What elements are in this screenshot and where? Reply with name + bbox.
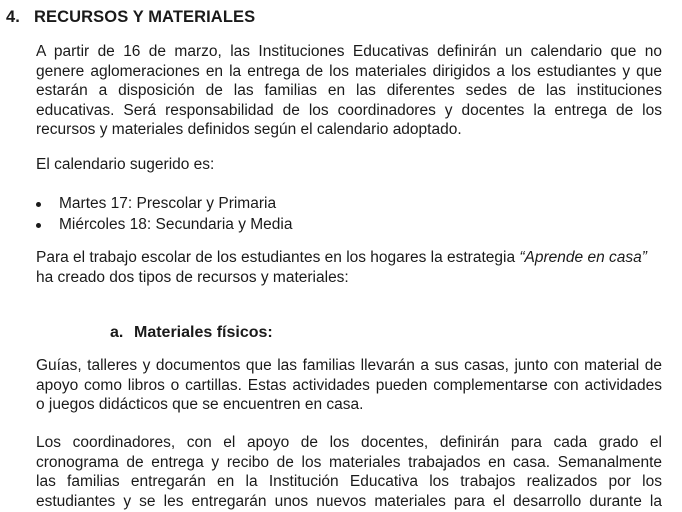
section-title: RECURSOS Y MATERIALES bbox=[34, 8, 256, 26]
paragraph-line: Guías, talleres y documentos que las familias llevarán a sus casas, junto con material de bbox=[36, 357, 662, 374]
calendar-list bbox=[34, 193, 292, 235]
paragraph-line: o juegos didácticos que se encuentren en casa. bbox=[36, 396, 364, 413]
paragraph-line: estudiantes y se les entregarán unos nuevos materiales para el desarrollo durante la bbox=[36, 492, 662, 510]
subsection-heading bbox=[110, 324, 273, 342]
list-item bbox=[34, 193, 292, 214]
subsection-letter: a. bbox=[110, 324, 124, 341]
bullet-icon bbox=[36, 223, 41, 228]
calendar-intro: El calendario sugerido es: bbox=[36, 156, 215, 173]
strategy-text: Para el trabajo escolar de los estudiantes en los hogares la estrategia bbox=[36, 249, 520, 266]
paragraph-line: apoyo como libros o cartillas. Estas actividades pueden complementarse con actividades bbox=[36, 376, 662, 394]
paragraph-line: A partir de 16 de marzo, las Instituciones Educativas definirán un calendario que no bbox=[36, 43, 662, 60]
paragraph-line: genere aglomeraciones en la entrega de los materiales dirigidos a los estudiantes y que bbox=[36, 62, 662, 80]
paragraph-line: educativas. Será responsabilidad de los coordinadores y docentes la entrega de los bbox=[36, 101, 662, 119]
paragraph-line: las familias entregarán en la Institución Educativa los trabajos realizados por los bbox=[36, 473, 662, 490]
paragraph-line: cronograma de entrega y recibo de los materiales trabajados en casa. Semanalmente bbox=[36, 453, 662, 471]
coordinators-paragraph bbox=[36, 433, 662, 511]
bullet-icon bbox=[36, 202, 41, 207]
list-item-text: Martes 17: Prescolar y Primaria bbox=[59, 195, 277, 212]
intro-paragraph bbox=[36, 42, 662, 140]
paragraph-line: Los coordinadores, con el apoyo de los docentes, definirán para cada grado el bbox=[36, 434, 662, 451]
list-item-text: Miércoles 18: Secundaria y Media bbox=[59, 216, 293, 233]
strategy-paragraph bbox=[36, 248, 647, 287]
subsection-title: Materiales físicos: bbox=[134, 324, 273, 341]
physical-materials-paragraph bbox=[36, 356, 662, 415]
section-number: 4. bbox=[6, 8, 20, 26]
list-item bbox=[34, 214, 292, 235]
paragraph-line: recursos y materiales definidos según el calendario adoptado. bbox=[36, 121, 462, 138]
strategy-name: “Aprende en casa” bbox=[519, 249, 647, 266]
section-heading bbox=[6, 8, 255, 27]
paragraph-line: estarán a disposición de las familias en las diferentes sedes de las instituciones bbox=[36, 82, 662, 99]
strategy-text-continued: ha creado dos tipos de recursos y materiales: bbox=[36, 268, 349, 286]
